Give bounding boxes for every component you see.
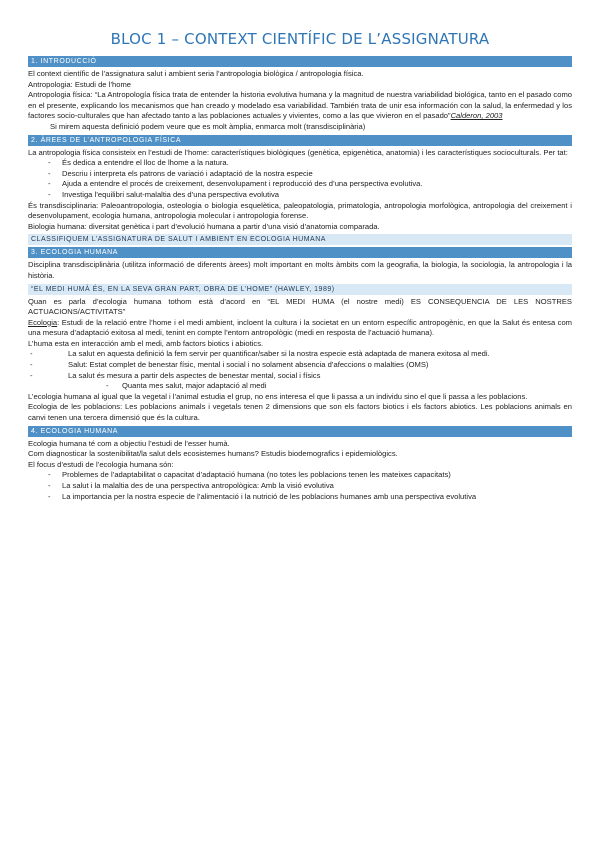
document-page xyxy=(28,30,572,502)
paragraph: La antropologia física consisteix en l’estudi de l’home: característiques biològiques (genètica, epigenètica, anatomia) i les característiques socioculturals. Per tat: xyxy=(28,147,568,157)
paragraph: Disciplina transdisciplinària (utilitza informació de diferents àrees) molt important en molts àmbits com la geografia, la biologia, la sociologia, la antropologia i la història. xyxy=(28,260,572,280)
highlight-band: CLASSIFIQUEM L’ASSIGNATURA DE SALUT I AMBIENT EN ECOLOGIA HUMANA xyxy=(28,234,572,245)
paragraph: El context científic de l’assignatura salut i ambient seria l’antropologia biològica / antropologia física. xyxy=(28,69,364,78)
quote-citation: (HAWLEY, 1989) xyxy=(275,285,335,293)
citation: Calderon, 2003 xyxy=(450,111,503,121)
list-item: - La salut en aquesta definició la fem servir per quantificar/saber si la nostra especie està adaptada de manera exitosa al medi. xyxy=(28,349,572,360)
section-heading-arees: 2. ÀREES DE L’ANTROPOLOGIA FÍSICA xyxy=(28,135,572,146)
paragraph: L’ecologia humana al igual que la vegetal i l’animal estudia el grup, no ens interesa el que li passa a un individu sino el que li passa a les poblacions. xyxy=(28,391,528,401)
sub-bullet-list xyxy=(28,381,572,392)
paragraph: Ecologia humana té com a objectiu l’estudi de l’esser humà. xyxy=(28,438,230,448)
paragraph: És transdisciplinaria: Paleoantropologia, osteologia o biologia esquelètica, paleopatologia, primatologia, antropologia morfològica, antropologia del creixement i desenvolupament, ecologia humana, antropologia molecular i antropologia forense. xyxy=(28,200,572,221)
term-definition: : Estudi de la relació entre l’home i el medi ambient, incloent la cultura i la societat en un entorn específic antropogènic, en que la Salut és entesa com una mesura d’adaptació exitosa al medi, tenint en compte l’entorn antropològic (medi en resposta de l’actuació humana). xyxy=(28,317,572,338)
paragraph: Ecologia de les poblacions: Les poblacions animals i vegetals tenen 2 dimensions que son els factors biotics i els factors abiotics. Les poblacions animals en canvi tenen una tercera dimensió que és la cultura. xyxy=(28,402,572,423)
list-item: - La salut i la malaltia des de una perspectiva antropològica: Amb la visió evolutiva xyxy=(28,481,572,492)
list-item: - Salut: Estat complet de benestar físic, mental i social i no solament absencia d’afeccions o malalties (OMS) xyxy=(28,360,572,371)
bullet-list xyxy=(28,158,572,200)
paragraph-ecologia-definition xyxy=(28,318,572,339)
quote-band xyxy=(28,284,572,295)
quote-text: “EL MEDI HUMÀ ÉS, EN LA SEVA GRAN PART, OBRA DE L’HOME” xyxy=(31,285,273,293)
list-item: - És dedica a entendre el lloc de lhome a la natura. xyxy=(28,158,572,169)
list-item: - Problemes de l’adaptabilitat o capacitat d’adaptació humana (no totes les poblacions tenen les mateixes capacitats) xyxy=(28,470,572,481)
list-item: - La salut és mesura a partir dels aspectes de benestar mental, social i físics xyxy=(28,371,572,382)
section-heading-ecologia-humana: 3. ECOLOGIA HUMANA xyxy=(28,247,572,258)
term-label: Ecologia xyxy=(28,317,58,327)
paragraph: L’huma esta en interacción amb el medi, amb factors biotics i abiotics. xyxy=(28,338,264,348)
list-item: - Descriu i interpreta els patrons de variació i adaptació de la nostra especie xyxy=(28,169,572,180)
definition-text: Antropologia física: “La Antropología física trata de entender la historia evolutiva humana y la magnitud de nuestra variabilidad biológica, tanto en el pasado como en el presente, explicando los mecanismos que han creado y modelado esa variabilidad. También trata de unir esa información con la salud, la enfermedad y los factores socio-culturales que han afectado tanto a las poblaciones actuales y vivientes, como a las que vivieron en el pasado” xyxy=(28,90,572,121)
paragraph-definition xyxy=(28,90,572,122)
paragraph: Biologia humana: diversitat genètica i part d’evolució humana a partir d’una visió d’anatomia comparada. xyxy=(28,221,380,231)
list-item: - La importancia per la nostra especie de l’alimentació i la nutrició de les poblacions humanes amb una perspectiva evolutiva xyxy=(28,492,572,503)
bullet-list xyxy=(28,349,572,381)
document-title: BLOC 1 – CONTEXT CIENTÍFIC DE L’ASSIGNATURA xyxy=(110,30,490,48)
paragraph: Quan es parla d’ecologia humana tothom està d’acord en “EL MEDI HUMA (el nostre medi) ES CONSEQUENCIA DE LES NOSTRES ACTUACIONS/ACTIVITATS” xyxy=(28,296,572,317)
paragraph: Antropologia: Estudi de l’home xyxy=(28,79,132,89)
bullet-list xyxy=(28,470,572,502)
list-item: - Ajuda a entendre el procés de creixement, desenvolupament i reproducció des d’una perspectiva evolutiva. xyxy=(28,179,572,190)
paragraph: Si mirem aquesta definició podem veure que es molt àmplia, enmarca molt (transdisciplinària) xyxy=(50,121,366,131)
paragraph: El focus d’estudi de l’ecologia humana són: xyxy=(28,459,174,469)
paragraph: Com diagnosticar la sostenibilitat/la salut dels ecosistemes humans? Estudis biodemografics i epidemiològics. xyxy=(28,449,398,459)
list-item: - Investiga l’equilibri salut-malaltia des d’una perspectiva evolutiva xyxy=(28,190,572,201)
section-heading-ecologia-humana-2: 4. ECOLOGIA HUMANA xyxy=(28,426,572,437)
list-item: - Quanta mes salut, major adaptació al medi xyxy=(28,381,572,392)
section-heading-introduccio: 1. INTRODUCCIÓ xyxy=(28,56,572,67)
